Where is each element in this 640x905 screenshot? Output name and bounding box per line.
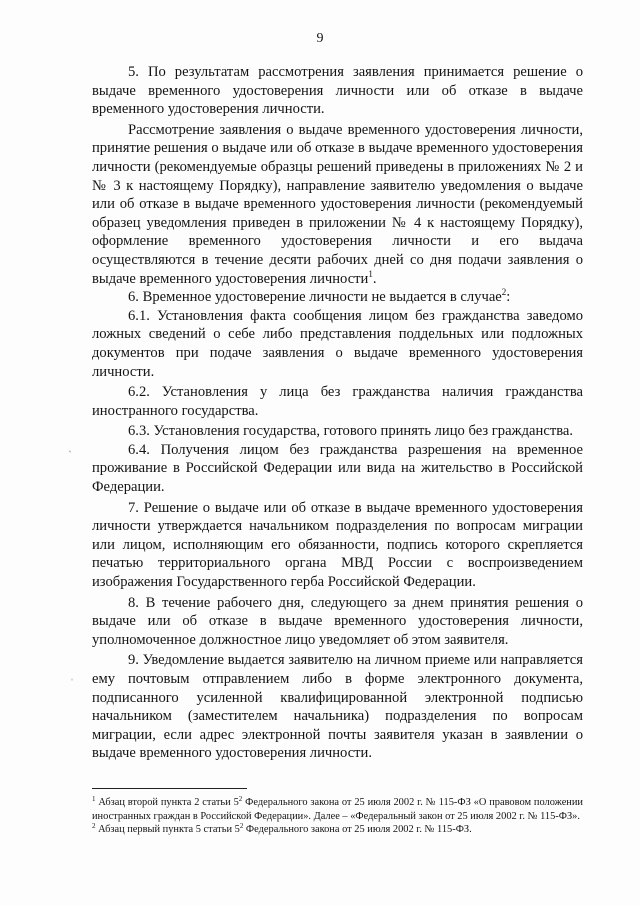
footnote-text: Абзац первый пункта 5 статьи 5	[95, 824, 240, 836]
paragraph-6-3: 6.3. Установления государства, готового принять лицо без гражданства.	[128, 423, 574, 440]
paragraph-6-2: 6.2. Установления у лица без гражданства наличия гражданства иностранного государства.	[92, 384, 583, 419]
paragraph-5: 5. По результатам рассмотрения заявления принимается решение о выдаче временного удостоверения личности или об отказе в выдаче временного удостоверения личности.	[92, 64, 583, 118]
footnote-text: Федерального закона от 25 июля 2002 г. № 115-ФЗ.	[243, 824, 472, 836]
footnote-ref-1[interactable]: 1	[368, 268, 373, 279]
paragraph-7: 7. Решение о выдаче или об отказе в выдаче временного удостоверения личности утверждается начальником подразделения по вопросам миграции или лицом, исполняющим его обязанности, подпись которого скрепляется печатью территориального органа МВД России с воспроизведением изображения Государственного герба Российской Федерации.	[92, 499, 583, 591]
paragraph-text: 6. Временное удостоверение личности не выдается в случае	[128, 289, 502, 306]
paragraph-5-details	[92, 121, 583, 288]
paragraph-6-4: 6.4. Получения лицом без гражданства разрешения на временное проживание в Российской Федерации или вида на жительство в Российской Федерации.	[92, 441, 583, 496]
footnote-superscript: 2	[238, 795, 243, 803]
paragraph-punctuation: .	[372, 270, 377, 287]
footnote-2-mark: 2	[92, 822, 96, 831]
page-number: 9	[316, 31, 324, 46]
footnote-1	[92, 796, 583, 823]
footnote-1-mark: 1	[92, 795, 96, 803]
footnote-divider	[92, 788, 247, 789]
footnote-superscript: 2	[239, 822, 244, 831]
footnote-text: Абзац второй пункта 2 статьи 5	[95, 797, 239, 808]
footnote-ref-2[interactable]: 2	[501, 287, 507, 298]
paragraph-6	[92, 288, 583, 307]
footnote-2	[92, 823, 583, 837]
footnote-text: Федерального закона от 25 июля 2002 г. № 115-ФЗ «О правовом положении иностранных граждан в Российской Федерации». Далее – «Федеральный закон от 25 июля 2002 г. № 115-ФЗ».	[92, 797, 583, 822]
scan-mark: ˌ	[70, 667, 74, 681]
paragraph-6-1: 6.1. Установления факта сообщения лицом без гражданства заведомо ложных сведений о себе либо представления поддельных или подложных документов при подаче заявления о выдаче временного удостоверения личности.	[92, 307, 583, 380]
footnotes	[92, 796, 583, 837]
paragraph-text: Рассмотрение заявления о выдаче временного удостоверения личности, принятие решения о выдаче или об отказе в выдаче временного удостоверения личности (рекомендуемые образцы решений приведены в приложениях № 2 и № 3 к настоящему Порядку), направление заявителю уведомления о выдаче или об отказе в выдаче временного удостоверения личности (рекомендуемый образец уведомления приведен в приложении № 4 к настоящему Порядку), оформление временного удостоверения личности и его выдача осуществляются в течение десяти рабочих дней со дня подачи заявления о выдаче временного удостоверения личности	[92, 121, 583, 287]
document-body	[92, 63, 583, 763]
paragraph-9: 9. Уведомление выдается заявителю на личном приеме или направляется ему почтовым отправлением либо в форме электронного документа, подписанного усиленной квалифицированной электронной подписью начальником (заместителем начальника) подразделения по вопросам миграции, если адрес электронной почты заявителя указан в заявлении о выдаче временного удостоверения личности.	[92, 652, 583, 762]
scan-mark: ˎ	[68, 439, 72, 453]
paragraph-punctuation: :	[506, 289, 511, 306]
paragraph-8: 8. В течение рабочего дня, следующего за днем принятия решения о выдаче или об отказе в выдаче временного удостоверения личности, уполномоченное должностное лицо уведомляет об этом заявителя.	[92, 594, 583, 648]
